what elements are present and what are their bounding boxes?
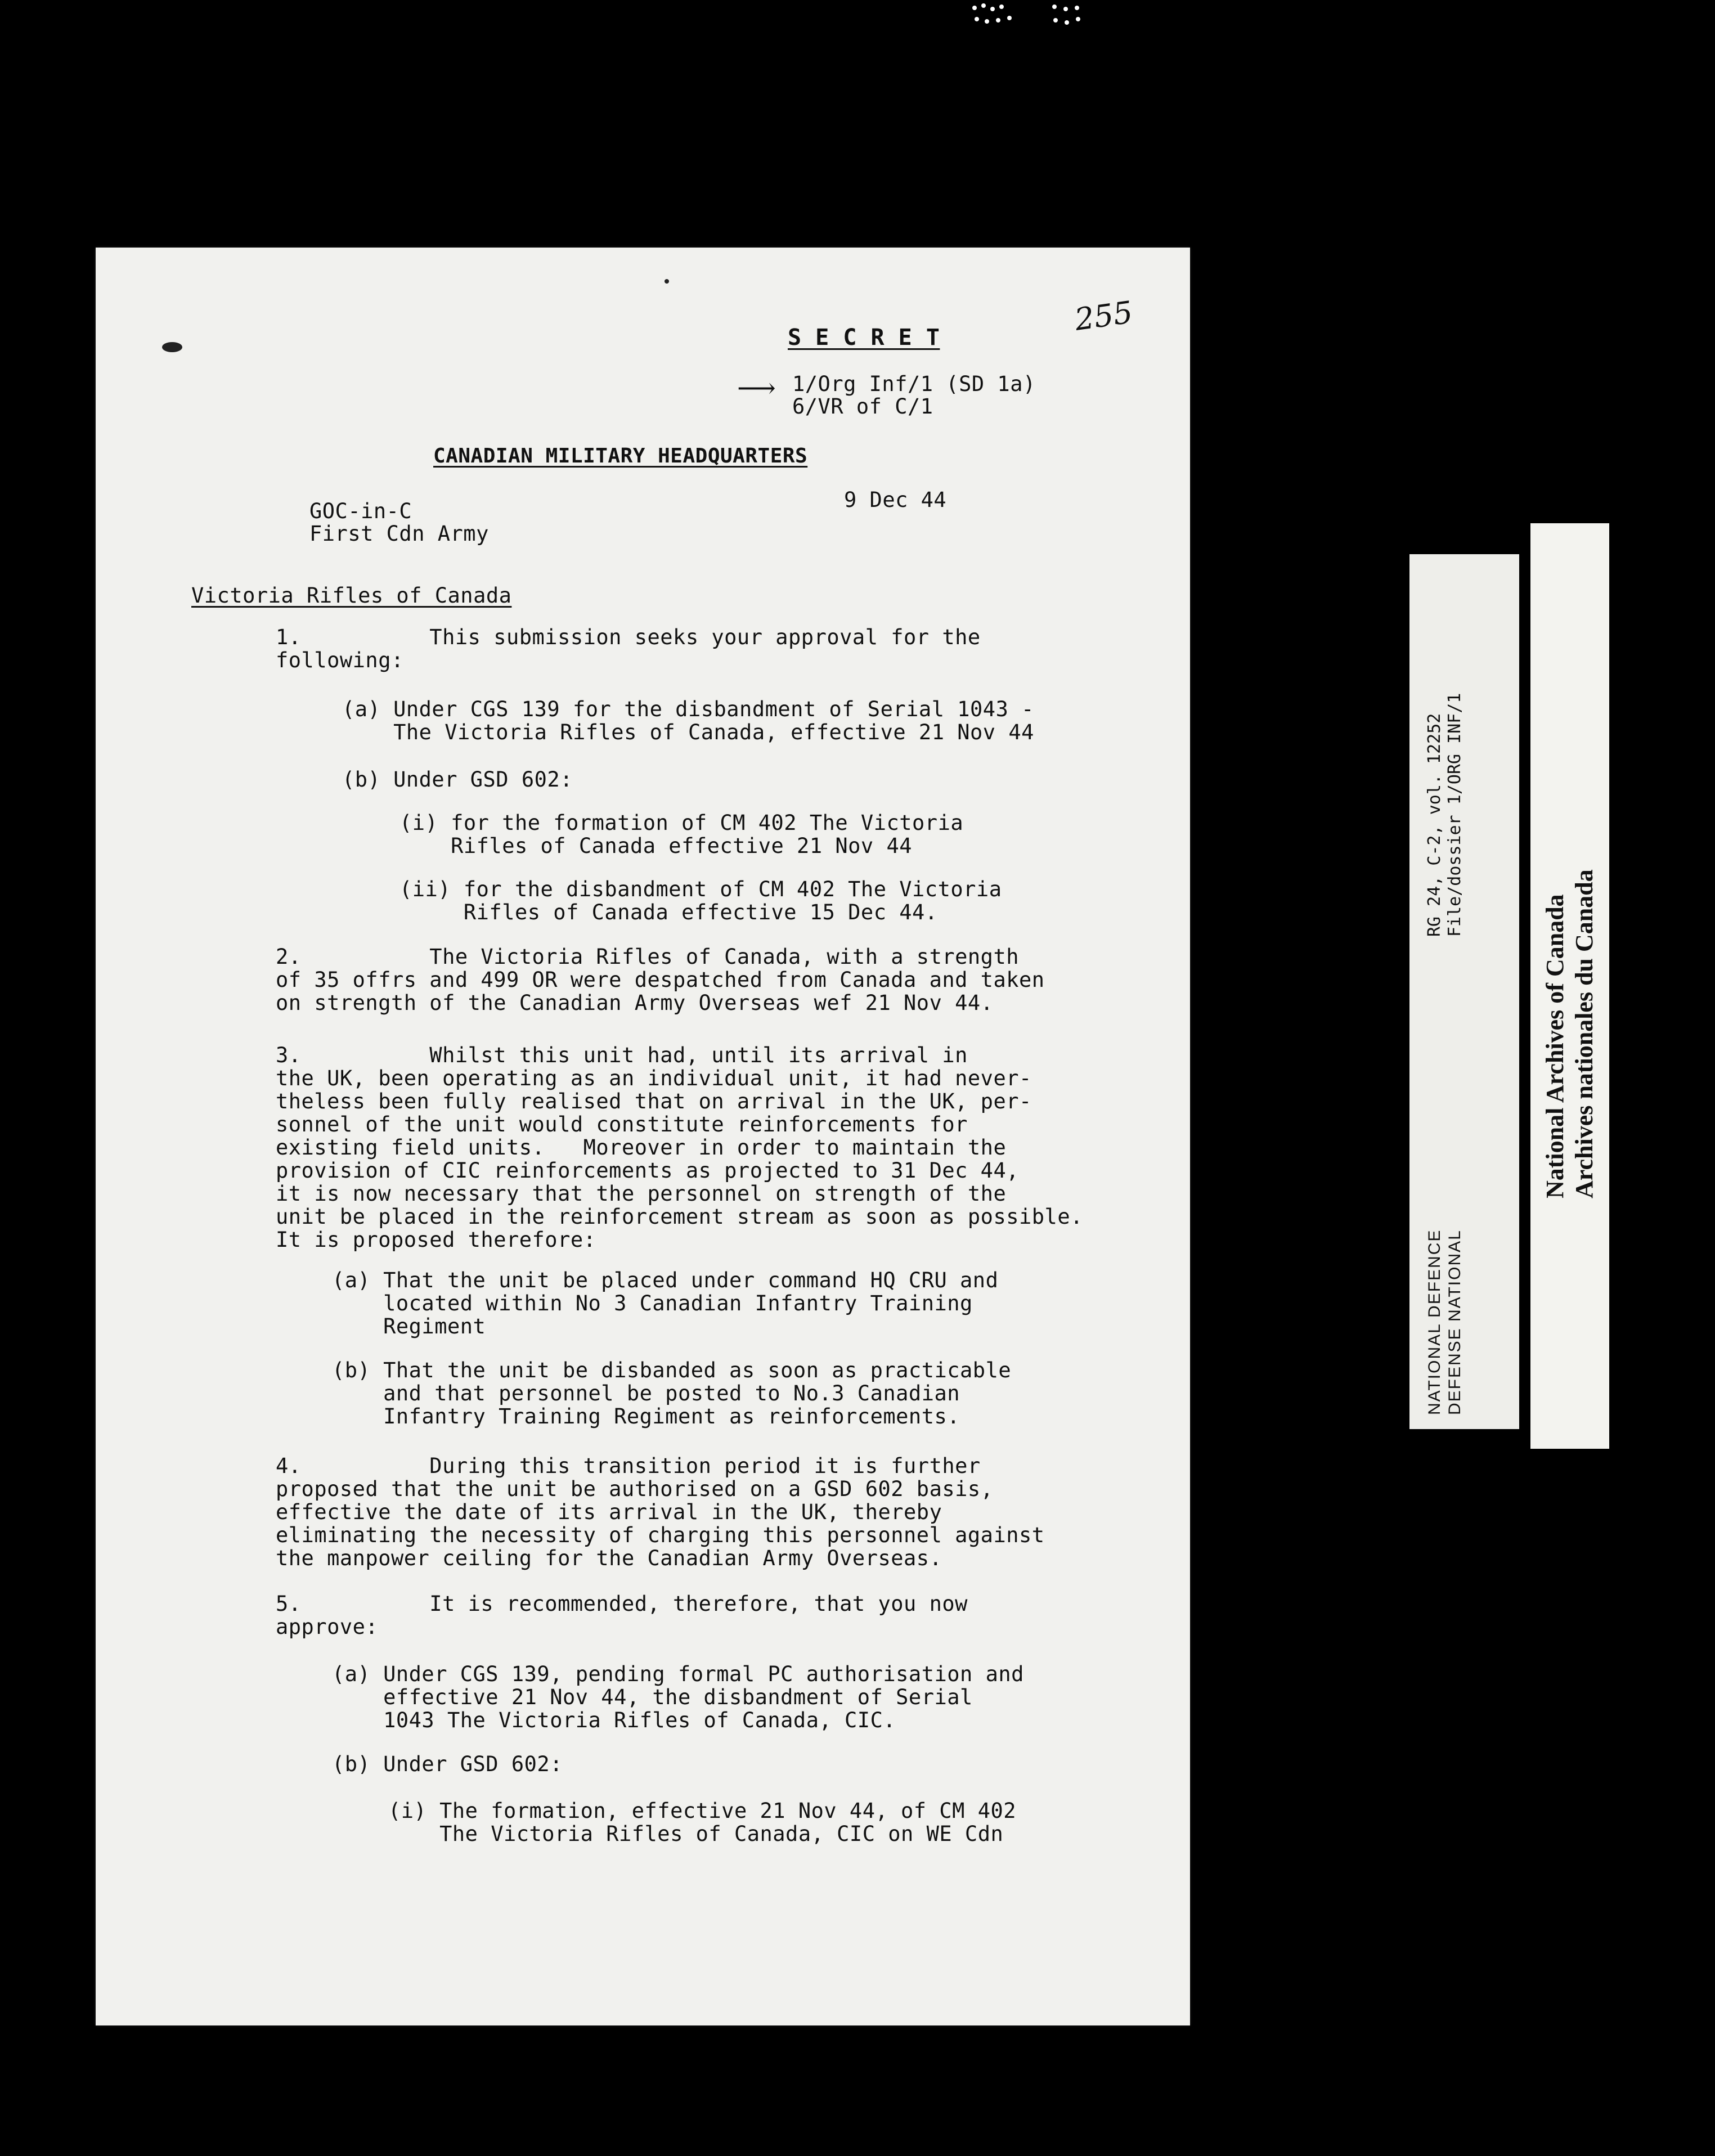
archive-reference-strip bbox=[1409, 554, 1519, 1429]
handwritten-page-number: 255 bbox=[1072, 294, 1135, 338]
department-name-french: DEFENSE NATIONAL bbox=[1445, 1229, 1464, 1415]
classification-marking: S E C R E T bbox=[788, 325, 940, 351]
archives-name-english: National Archives of Canada bbox=[1541, 894, 1569, 1198]
paragraph-1b-i: (i) for the formation of CM 402 The Victoria Rifles of Canada effective 21 Nov 44 bbox=[399, 811, 964, 858]
date-line: 9 Dec 44 bbox=[844, 488, 947, 512]
paragraph-4: 4. During this transition period it is further proposed that the unit be authorised on a GSD 602 basis, effective the date of its arrival in the UK, thereby eliminating the necessity of charging this personnel against the manpower ceiling for the Canadian Army Overseas. bbox=[276, 1454, 1045, 1570]
paragraph-5b-i: (i) The formation, effective 21 Nov 44, of CM 402 The Victoria Rifles of Canada, CIC on WE Cdn bbox=[388, 1799, 1017, 1846]
subject-line: Victoria Rifles of Canada bbox=[191, 583, 512, 608]
speck bbox=[665, 279, 669, 284]
file-reference-1: 1/Org Inf/1 (SD 1a) bbox=[792, 372, 1036, 396]
paragraph-3: 3. Whilst this unit had, until its arrival in the UK, been operating as an individual unit, it had never- theless been fully realised that on arrival in the UK, per- sonnel of the unit would constitute reinforcements for existing field units. Moreover in order to maintain the provision of CIC reinforcements as projected to 31 Dec 44, it is now necessary that the personnel on strength of the unit be placed in the reinforcement stream as soon as possible. It is proposed therefore: bbox=[276, 1043, 1083, 1252]
paragraph-1b-ii: (ii) for the disbandment of CM 402 The Victoria Rifles of Canada effective 15 Dec 44. bbox=[399, 877, 1002, 924]
paragraph-1b: (b) Under GSD 602: bbox=[342, 767, 573, 792]
national-archives-strip bbox=[1530, 523, 1609, 1449]
paragraph-5: 5. It is recommended, therefore, that you now approve: bbox=[276, 1592, 968, 1639]
handwritten-arrow: ⟶ bbox=[737, 372, 776, 404]
paragraph-3a: (a) That the unit be placed under command HQ CRU and located within No 3 Canadian Infantry Training Regiment bbox=[332, 1268, 999, 1338]
paragraph-2: 2. The Victoria Rifles of Canada, with a strength of 35 offrs and 499 OR were despatched from Canada and taken on strength of the Canadian Army Overseas wef 21 Nov 44. bbox=[276, 945, 1045, 1015]
addressee-line-1: GOC-in-C bbox=[309, 499, 412, 523]
headquarters-heading: CANADIAN MILITARY HEADQUARTERS bbox=[433, 444, 808, 468]
archive-reference-line-1: RG 24, C-2, vol. 12252 bbox=[1425, 713, 1444, 937]
film-perforation-marks bbox=[968, 0, 1137, 34]
paragraph-5b: (b) Under GSD 602: bbox=[332, 1752, 563, 1776]
paragraph-1a: (a) Under CGS 139 for the disbandment of Serial 1043 - The Victoria Rifles of Canada, effective 21 Nov 44 bbox=[342, 697, 1034, 744]
paragraph-3b: (b) That the unit be disbanded as soon as practicable and that personnel be posted to No.3 Canadian Infantry Training Regiment as reinforcements. bbox=[332, 1358, 1012, 1429]
archive-reference-line-2: File/dossier 1/ORG INF/1 bbox=[1445, 693, 1465, 937]
paragraph-1: 1. This submission seeks your approval for the following: bbox=[276, 625, 981, 672]
archives-name-french: Archives nationales du Canada bbox=[1570, 869, 1598, 1198]
memo-page bbox=[96, 248, 1190, 2025]
file-reference-2: 6/VR of C/1 bbox=[792, 394, 933, 419]
department-name-english: NATIONAL DEFENCE bbox=[1425, 1229, 1444, 1415]
punch-mark bbox=[162, 342, 182, 352]
addressee-line-2: First Cdn Army bbox=[309, 522, 489, 546]
paragraph-5a: (a) Under CGS 139, pending formal PC authorisation and effective 21 Nov 44, the disbandment of Serial 1043 The Victoria Rifles of Canada, CIC. bbox=[332, 1662, 1024, 1732]
